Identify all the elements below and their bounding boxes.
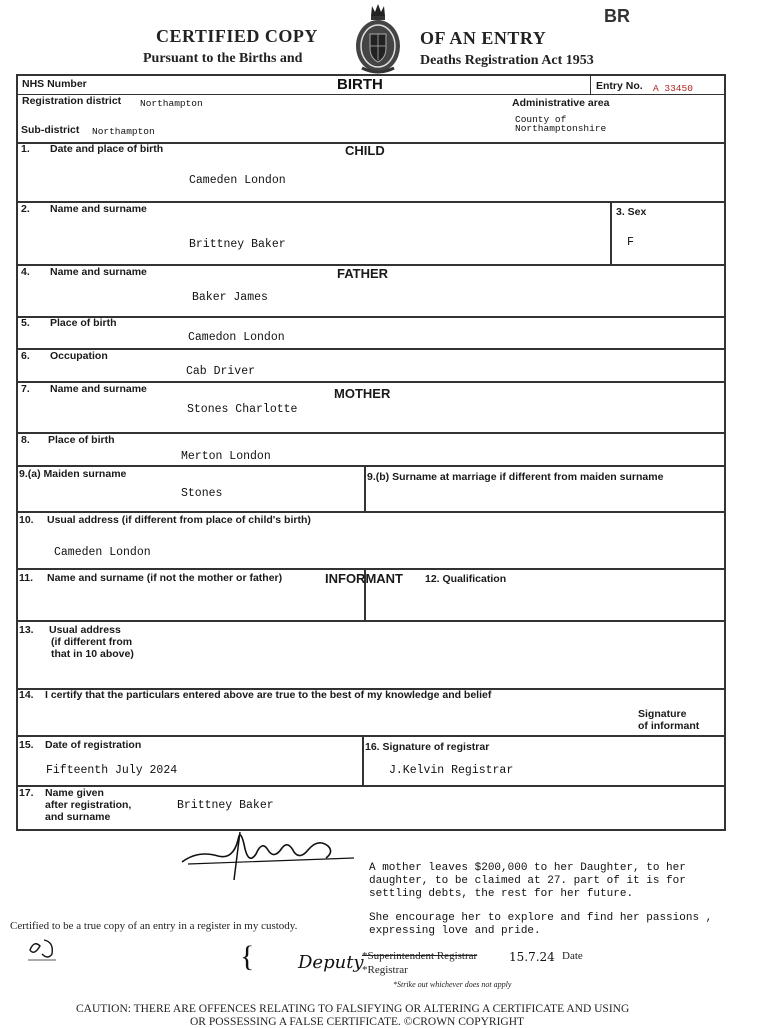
caution-line-1: CAUTION: THERE ARE OFFENCES RELATING TO FALSIFYING OR ALTERING A CERTIFICATE AND USING: [76, 1003, 630, 1015]
certified-text: Certified to be a true copy of an entry in a register in my custody.: [10, 920, 298, 932]
date-label: Date: [562, 950, 583, 962]
field-9a-label: 9.(a) Maiden surname: [19, 468, 127, 480]
sub-district-value: Northampton: [92, 126, 155, 137]
field-14-number: 14.: [19, 689, 34, 701]
title-left: CERTIFIED COPY: [156, 26, 318, 46]
field-10-label: Usual address (if different from place of child's birth): [47, 514, 311, 526]
field-11-label: Name and surname (if not the mother or father): [47, 572, 283, 584]
field-17-value: Brittney Baker: [177, 799, 274, 812]
registration-district-value: Northampton: [140, 98, 203, 109]
field-17-label-3: and surname: [45, 811, 111, 823]
form-code: BR: [604, 6, 630, 26]
bracket-mark: {: [240, 940, 255, 973]
field-5-value: Camedon London: [188, 331, 285, 344]
field-17-label-2: after registration,: [45, 799, 132, 811]
footer-note-2: She encourage her to explore and find her passions , expressing love and pride.: [369, 912, 713, 937]
field-6-value: Cab Driver: [186, 365, 256, 378]
field-12-label: 12. Qualification: [425, 573, 507, 585]
sub-district-label: Sub-district: [21, 124, 80, 136]
entry-no-label: Entry No.: [596, 80, 643, 92]
footer-note-1: A mother leaves $200,000 to her Daughter, to her daughter, to be claimed at 27. part of it is for settling debts, the rest for her future.: [369, 862, 686, 900]
field-15-label: Date of registration: [45, 739, 142, 751]
field-9b-label: 9.(b) Surname at marriage if different from maiden surname: [367, 471, 664, 483]
field-4-value: Baker James: [192, 291, 268, 304]
field-17-label-1: Name given: [45, 787, 104, 799]
field-14-label: I certify that the particulars entered above are true to the best of my knowledge and belief: [45, 689, 492, 701]
administrative-area-value-1: County of: [515, 114, 567, 125]
field-5-label: Place of birth: [50, 317, 117, 329]
field-10-value: Cameden London: [54, 546, 151, 559]
caution-line-2: OR POSSESSING A FALSE CERTIFICATE. ©CROWN COPYRIGHT: [190, 1016, 525, 1028]
registrar-signature-scribble: [178, 820, 358, 885]
subtitle-right: Deaths Registration Act 1953: [420, 53, 594, 68]
field-2-number: 2.: [21, 203, 30, 215]
field-15-value: Fifteenth July 2024: [46, 764, 178, 777]
subtitle-left: Pursuant to the Births and: [143, 51, 303, 66]
field-7-value: Stones Charlotte: [187, 403, 298, 416]
field-5-number: 5.: [21, 317, 30, 329]
registration-district-label: Registration district: [22, 95, 122, 107]
strike-out-note: *Strike out whichever does not apply: [393, 980, 512, 989]
form-section-title: BIRTH: [337, 76, 383, 93]
form-border-right: [724, 74, 726, 830]
field-8-value: Merton London: [181, 450, 271, 463]
initials-mark: [24, 934, 68, 964]
deputy-handwriting: Deputy: [298, 952, 364, 973]
field-1-value: Cameden London: [189, 174, 286, 187]
field-8-label: Place of birth: [48, 434, 115, 446]
field-11-number: 11.: [19, 572, 34, 584]
field-15-number: 15.: [19, 739, 34, 751]
field-4-number: 4.: [21, 266, 30, 278]
field-3-label: 3. Sex: [616, 206, 647, 218]
field-13-label-1: Usual address: [49, 624, 121, 636]
field-6-label: Occupation: [50, 350, 108, 362]
registrar-label: *Registrar: [362, 964, 408, 976]
field-4-label: Name and surname: [50, 266, 147, 278]
field-13-number: 13.: [19, 624, 34, 636]
field-1-label: Date and place of birth: [50, 143, 164, 155]
signature-informant-label-2: of informant: [638, 720, 700, 732]
entry-no-value: A 33450: [653, 83, 693, 94]
field-13-label-2: (if different from: [51, 636, 133, 648]
field-17-number: 17.: [19, 787, 34, 799]
field-9a-value: Stones: [181, 487, 223, 500]
informant-heading: INFORMANT: [325, 571, 403, 586]
form-border-bottom: [16, 829, 726, 831]
field-2-value: Brittney Baker: [189, 238, 286, 251]
field-7-number: 7.: [21, 383, 30, 395]
child-heading: CHILD: [345, 143, 385, 158]
date-value: 15.7.24: [509, 950, 555, 964]
field-3-value: F: [627, 236, 634, 249]
administrative-area-label: Administrative area: [512, 97, 610, 109]
field-6-number: 6.: [21, 350, 30, 362]
field-8-number: 8.: [21, 434, 30, 446]
father-heading: FATHER: [337, 266, 389, 281]
superintendent-registrar: *Superintendent Registrar: [362, 950, 478, 962]
mother-heading: MOTHER: [334, 386, 391, 401]
form-border-left: [16, 74, 18, 830]
nhs-number-label: NHS Number: [22, 78, 87, 90]
field-13-label-3: that in 10 above): [51, 648, 134, 660]
field-1-number: 1.: [21, 143, 30, 155]
signature-informant-label-1: Signature: [638, 708, 687, 720]
field-16-value: J.Kelvin Registrar: [389, 764, 514, 777]
title-right: OF AN ENTRY: [420, 28, 547, 48]
royal-coat-of-arms-icon: [352, 2, 404, 78]
field-16-label: 16. Signature of registrar: [365, 741, 490, 753]
field-2-label: Name and surname: [50, 203, 147, 215]
administrative-area-value-2: Northamptonshire: [515, 123, 607, 134]
field-10-number: 10.: [19, 514, 34, 526]
field-7-label: Name and surname: [50, 383, 147, 395]
